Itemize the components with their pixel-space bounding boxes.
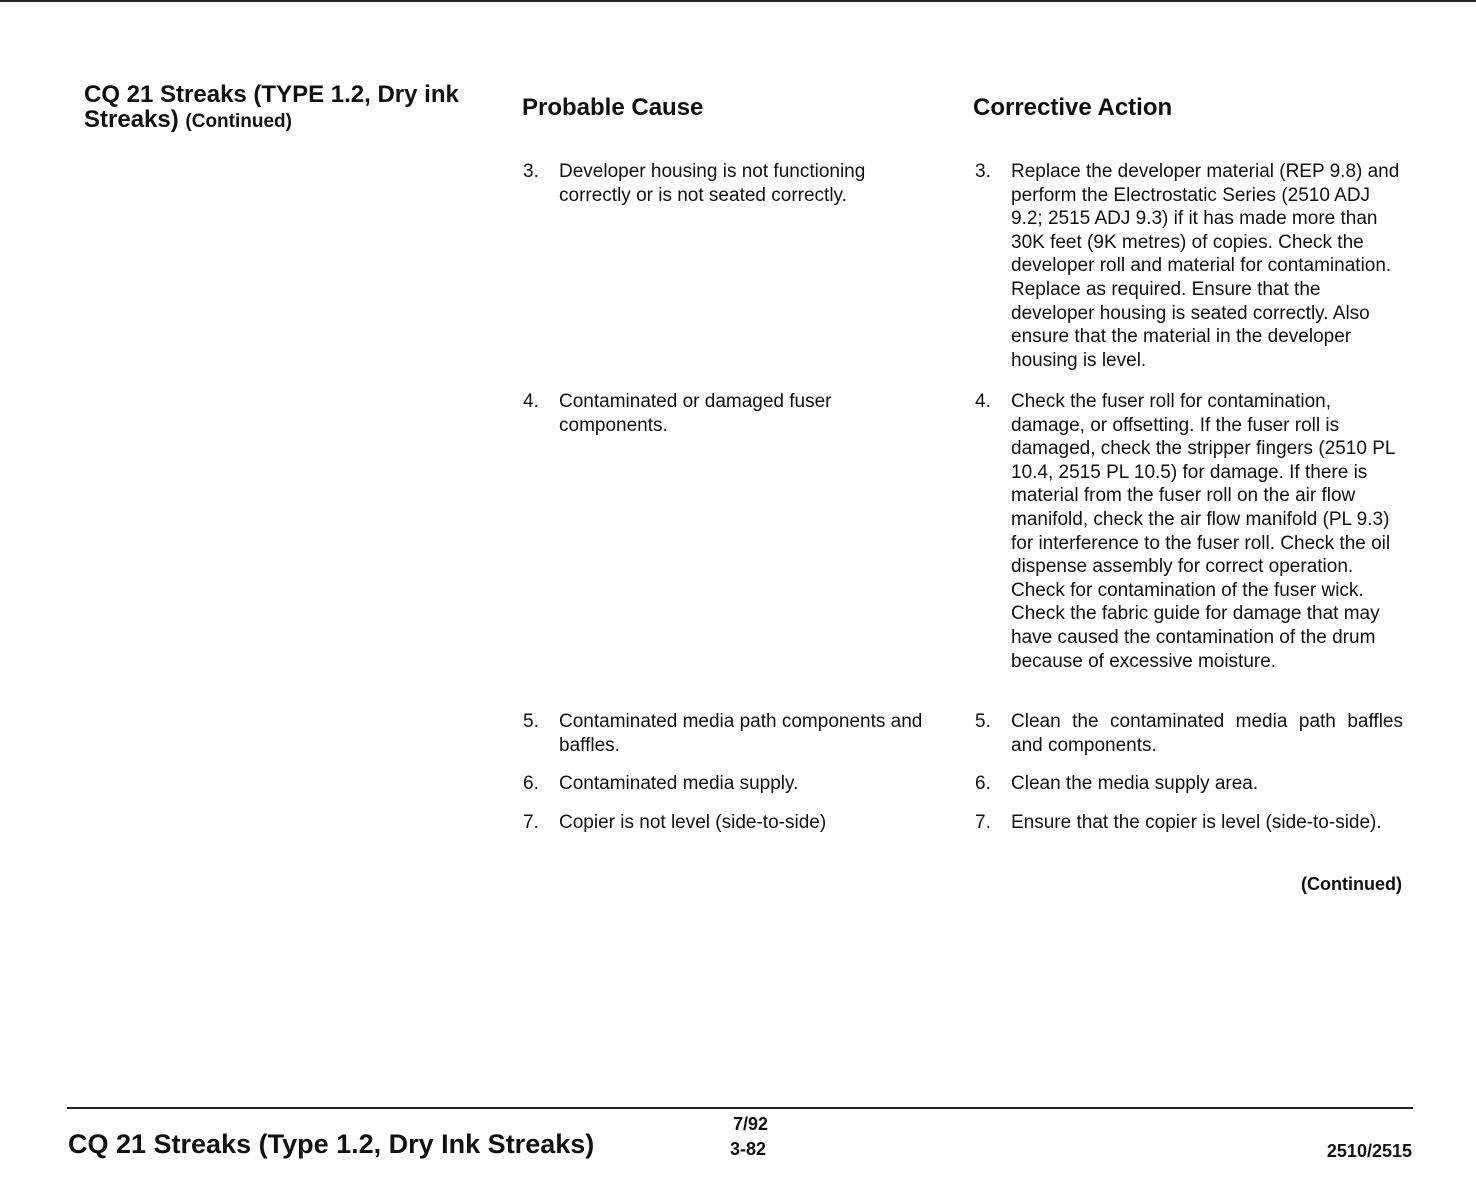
cause-text: Copier is not level (side-to-side) <box>559 812 827 833</box>
section-continued: (Continued) <box>185 111 292 132</box>
action-item-6 <box>975 772 1403 796</box>
action-text: Clean the media supply area. <box>1011 773 1259 794</box>
cause-item-4 <box>523 390 923 437</box>
continued-note: (Continued) <box>1301 874 1402 894</box>
action-text: Clean the contaminated media path baffles and components. <box>1011 711 1403 756</box>
cause-number: 4. <box>523 391 539 412</box>
section-title <box>84 82 484 134</box>
action-number: 4. <box>975 391 991 412</box>
section-title-text: CQ 21 Streaks (TYPE 1.2, Dry ink Streaks) <box>84 81 459 133</box>
cause-item-3 <box>523 160 923 207</box>
action-number: 5. <box>975 711 991 732</box>
cause-item-5 <box>523 710 923 757</box>
action-number: 7. <box>975 812 991 833</box>
footer-title: CQ 21 Streaks (Type 1.2, Dry Ink Streaks) <box>68 1129 595 1159</box>
corrective-action-header: Corrective Action <box>973 94 1173 121</box>
action-number: 6. <box>975 773 991 794</box>
cause-item-6 <box>523 772 923 796</box>
action-item-4 <box>975 390 1403 673</box>
cause-item-7 <box>523 811 923 835</box>
cause-text: Contaminated media path components and baffles. <box>559 711 923 756</box>
action-item-5 <box>975 710 1403 757</box>
cause-number: 5. <box>523 711 539 732</box>
cause-text: Contaminated or damaged fuser components. <box>559 391 832 436</box>
action-number: 3. <box>975 161 991 182</box>
cause-number: 6. <box>523 773 539 794</box>
cause-text: Contaminated media supply. <box>559 773 799 794</box>
action-item-3 <box>975 160 1403 372</box>
probable-cause-header: Probable Cause <box>522 94 704 121</box>
action-text: Check the fuser roll for contamination, damage, or offsetting. If the fuser roll is damaged, check the stripper fingers (2510 PL 10.4, 2515 PL 10.5) for damage. If there is material from the fuser roll on the air flow manifold, check the air flow manifold (PL 9.3) for interference to the fuser roll. Check the oil dispense assembly for correct operation. Check for contamination of the fuser wick. Check the fabric guide for damage that may have caused the contamination of the drum because of excessive moisture. <box>1011 391 1395 672</box>
footer-model: 2510/2515 <box>1326 1141 1412 1161</box>
cause-text: Developer housing is not functioning correctly or is not seated correctly. <box>559 161 866 206</box>
footer-date: 7/92 <box>733 1114 769 1134</box>
cause-number: 7. <box>523 812 539 833</box>
action-item-7 <box>975 811 1403 835</box>
action-text: Ensure that the copier is level (side-to-side). <box>1011 812 1382 833</box>
cause-number: 3. <box>523 161 539 182</box>
page-number: 3-82 <box>730 1139 767 1159</box>
footer-rule <box>67 1107 1413 1109</box>
action-text: Replace the developer material (REP 9.8) and perform the Electrostatic Series (2510 ADJ 9.2; 2515 ADJ 9.3) if it has made more than 30K feet (9K metres) of copies. Check the developer roll and material for contamination. Replace as required. Ensure that the developer housing is seated correctly. Also ensure that the material in the developer housing is level. <box>1011 161 1400 371</box>
